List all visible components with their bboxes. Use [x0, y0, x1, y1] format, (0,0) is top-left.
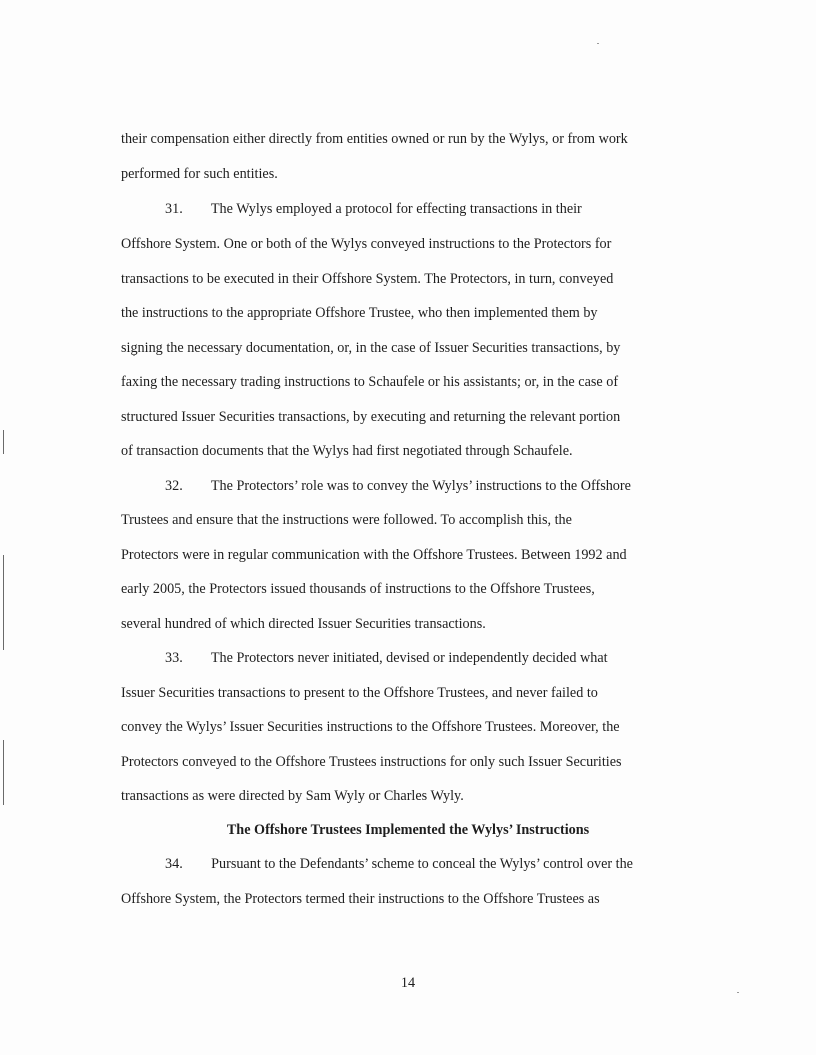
- body-line: Trustees and ensure that the instructions were followed. To accomplish this, the: [121, 512, 572, 528]
- body-line: their compensation either directly from entities owned or run by the Wylys, or from work: [121, 131, 628, 147]
- body-line: several hundred of which directed Issuer Securities transactions.: [121, 616, 486, 632]
- body-line: faxing the necessary trading instructions to Schaufele or his assistants; or, in the case of: [121, 374, 619, 390]
- page-number: 14: [400, 975, 416, 991]
- body-line: performed for such entities.: [121, 166, 278, 182]
- paragraph-31-start: 31. The Wylys employed a protocol for effecting transactions in their: [165, 201, 582, 217]
- body-line: transactions to be executed in their Offshore System. The Protectors, in turn, conveyed: [121, 271, 614, 287]
- body-line: Offshore System. One or both of the Wylys conveyed instructions to the Protectors for: [121, 236, 612, 252]
- scan-edge-mark: [3, 740, 4, 805]
- body-line: signing the necessary documentation, or, in the case of Issuer Securities transactions, by: [121, 340, 621, 356]
- scan-speck: [737, 992, 739, 993]
- scan-edge-mark: [3, 430, 4, 454]
- body-line: convey the Wylys’ Issuer Securities instructions to the Offshore Trustees. Moreover, the: [121, 719, 620, 735]
- scan-speck: [597, 43, 599, 44]
- body-line: of transaction documents that the Wylys had first negotiated through Schaufele.: [121, 443, 573, 459]
- body-line: Protectors were in regular communication with the Offshore Trustees. Between 1992 and: [121, 547, 627, 563]
- scan-edge-mark: [3, 555, 4, 650]
- body-line: Issuer Securities transactions to present to the Offshore Trustees, and never failed to: [121, 685, 598, 701]
- body-line: Offshore System, the Protectors termed their instructions to the Offshore Trustees as: [121, 891, 600, 907]
- paragraph-32-start: 32. The Protectors’ role was to convey the Wylys’ instructions to the Offshore: [165, 478, 631, 494]
- body-line: Protectors conveyed to the Offshore Trustees instructions for only such Issuer Securities: [121, 754, 622, 770]
- paragraph-34-start: 34. Pursuant to the Defendants’ scheme to conceal the Wylys’ control over the: [165, 856, 633, 872]
- body-line: the instructions to the appropriate Offshore Trustee, who then implemented them by: [121, 305, 598, 321]
- paragraph-33-start: 33. The Protectors never initiated, devised or independently decided what: [165, 650, 608, 666]
- body-line: transactions as were directed by Sam Wyly or Charles Wyly.: [121, 788, 464, 804]
- body-line: structured Issuer Securities transactions, by executing and returning the relevant portion: [121, 409, 621, 425]
- body-line: early 2005, the Protectors issued thousands of instructions to the Offshore Trustees,: [121, 581, 595, 597]
- section-heading: The Offshore Trustees Implemented the Wylys’ Instructions: [226, 822, 590, 838]
